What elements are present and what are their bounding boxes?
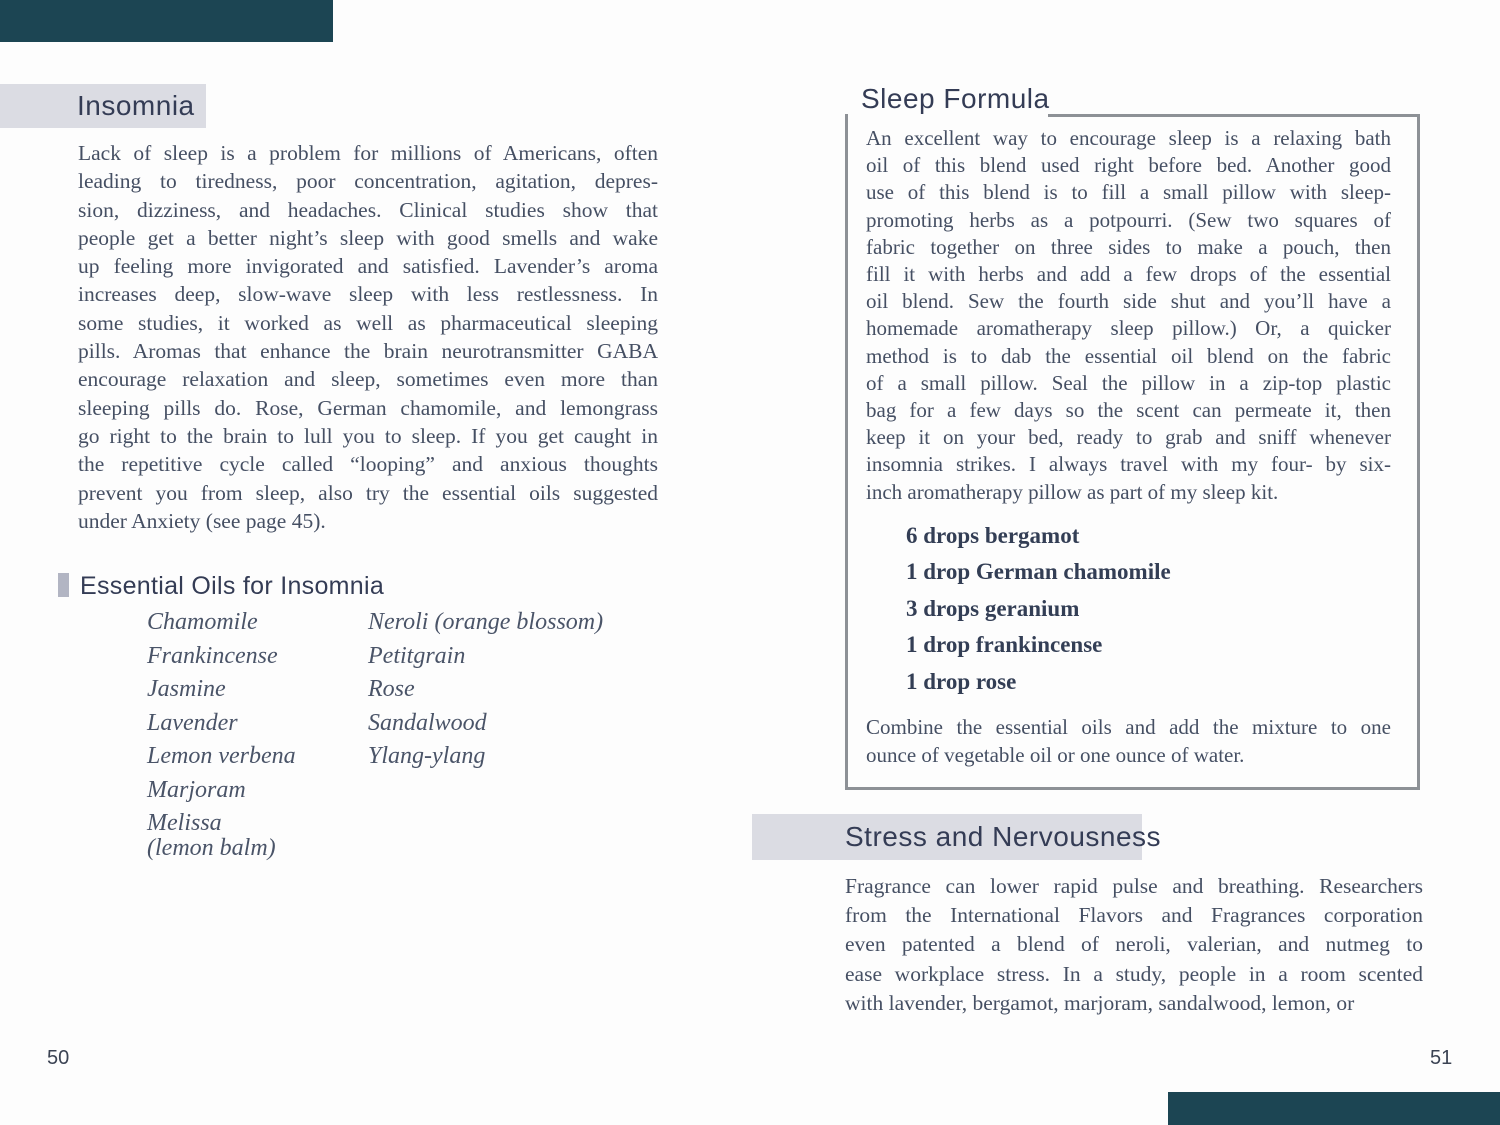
text-line: oil of this blend used right before bed. Another good	[866, 153, 1391, 178]
list-item: Melissa	[147, 810, 222, 836]
page-number-right: 51	[1430, 1047, 1453, 1069]
text-line: the repetitive cycle called “looping” and anxious thoughts	[78, 452, 658, 477]
text-line: method is to dab the essential oil blend on the fabric	[866, 343, 1391, 368]
sleep-formula-instructions	[866, 713, 1391, 769]
text-line: keep it on your bed, ready to grab and sniff whenever	[866, 425, 1391, 450]
oils-list-column-2	[368, 606, 603, 774]
list-item: Sandalwood	[368, 709, 487, 736]
text-line: up feeling more invigorated and satisfied. Lavender’s aroma	[78, 254, 658, 279]
text-line: go right to the brain to lull you to sleep. If you get caught in	[78, 423, 658, 448]
text-line: with lavender, bergamot, marjoram, sandalwood, lemon, or	[845, 990, 1355, 1015]
text-line: promoting herbs as a potpourri. (Sew two squares of	[866, 207, 1391, 232]
text-line: inch aromatherapy pillow as part of my sleep kit.	[866, 479, 1279, 504]
text-line: ounce of vegetable oil or one ounce of water.	[866, 743, 1245, 768]
subheading-essential-oils-label: Essential Oils for Insomnia	[80, 572, 385, 600]
insomnia-paragraph	[78, 139, 658, 535]
text-line: bag for a few days so the scent can permeate it, then	[866, 398, 1391, 423]
list-item: Jasmine	[147, 676, 226, 702]
text-line: increases deep, slow-wave sleep with less restlessness. In	[78, 282, 658, 307]
stress-paragraph	[845, 872, 1423, 1018]
list-item: Frankincense	[147, 642, 278, 669]
text-line: sion, dizziness, and headaches. Clinical studies show that	[78, 197, 658, 222]
text-line: Combine the essential oils and add the mixture to one	[866, 715, 1391, 740]
list-item: 1 drop frankincense	[906, 632, 1103, 658]
text-line: leading to tiredness, poor concentration, agitation, depres-	[78, 169, 658, 194]
text-line: fabric together on three sides to make a pouch, then	[866, 234, 1391, 259]
subheading-essential-oils	[58, 570, 384, 601]
text-line: Fragrance can lower rapid pulse and breathing. Researchers	[845, 874, 1423, 898]
list-item: 1 drop rose	[906, 668, 1017, 694]
list-item: (lemon balm)	[147, 834, 276, 861]
sleep-formula-box	[845, 114, 1420, 790]
text-line: pills. Aromas that enhance the brain neurotransmitter GABA	[78, 339, 658, 364]
section-heading-insomnia	[0, 84, 206, 128]
list-item: Ylang-ylang	[368, 743, 486, 769]
text-line: encourage relaxation and sleep, sometimes even more than	[78, 367, 658, 392]
book-cover-edge-top-left	[0, 0, 333, 42]
text-line: under Anxiety (see page 45).	[78, 508, 326, 533]
section-heading-stress	[752, 814, 1162, 860]
sleep-formula-paragraph	[866, 125, 1391, 506]
text-line: insomnia strikes. I always travel with my four- by six-	[866, 452, 1391, 477]
section-heading-stress-label: Stress and Nervousness	[845, 821, 1162, 852]
sleep-formula-title: Sleep Formula	[861, 83, 1050, 114]
title-rule-line	[1048, 114, 1420, 117]
text-line: homemade aromatherapy sleep pillow.) Or, a quicker	[866, 316, 1391, 341]
list-item: Lavender	[147, 709, 238, 736]
list-item: Chamomile	[147, 609, 258, 635]
text-line: An excellent way to encourage sleep is a relaxing bath	[866, 126, 1391, 150]
sleep-formula-recipe-list	[906, 518, 1391, 701]
text-line: use of this blend is to fill a small pillow with sleep-	[866, 180, 1391, 205]
text-line: sleeping pills do. Rose, German chamomile, and lemongrass	[78, 395, 658, 420]
list-item: Neroli (orange blossom)	[368, 609, 604, 635]
list-item: 1 drop German chamomile	[906, 559, 1171, 585]
text-line: ease workplace stress. In a study, people in a room scented	[845, 961, 1423, 986]
page-number-left: 50	[47, 1047, 70, 1069]
list-item: 3 drops geranium	[906, 595, 1080, 621]
oils-list-column-1	[147, 606, 296, 865]
list-item: Lemon verbena	[147, 743, 296, 769]
text-line: oil blend. Sew the fourth side shut and you’ll have a	[866, 289, 1391, 314]
text-line: fill it with herbs and add a few drops of the essential	[866, 262, 1391, 287]
text-line: people get a better night’s sleep with good smells and wake	[78, 225, 658, 250]
text-line: of a small pillow. Seal the pillow in a zip-top plastic	[866, 370, 1391, 395]
list-item: Marjoram	[147, 776, 246, 803]
list-item: 6 drops bergamot	[906, 522, 1080, 548]
section-heading-insomnia-label: Insomnia	[77, 90, 195, 121]
text-line: even patented a blend of neroli, valerian, and nutmeg to	[845, 932, 1423, 957]
text-line: from the International Flavors and Fragrances corporation	[845, 903, 1423, 928]
list-item: Petitgrain	[368, 642, 466, 669]
list-item: Rose	[368, 676, 415, 702]
book-cover-edge-bottom-right	[1168, 1092, 1500, 1125]
text-line: some studies, it worked as well as pharmaceutical sleeping	[78, 310, 658, 335]
text-line: prevent you from sleep, also try the essential oils suggested	[78, 480, 658, 505]
text-line: Lack of sleep is a problem for millions of Americans, often	[78, 141, 658, 165]
square-bullet-icon	[58, 573, 69, 597]
